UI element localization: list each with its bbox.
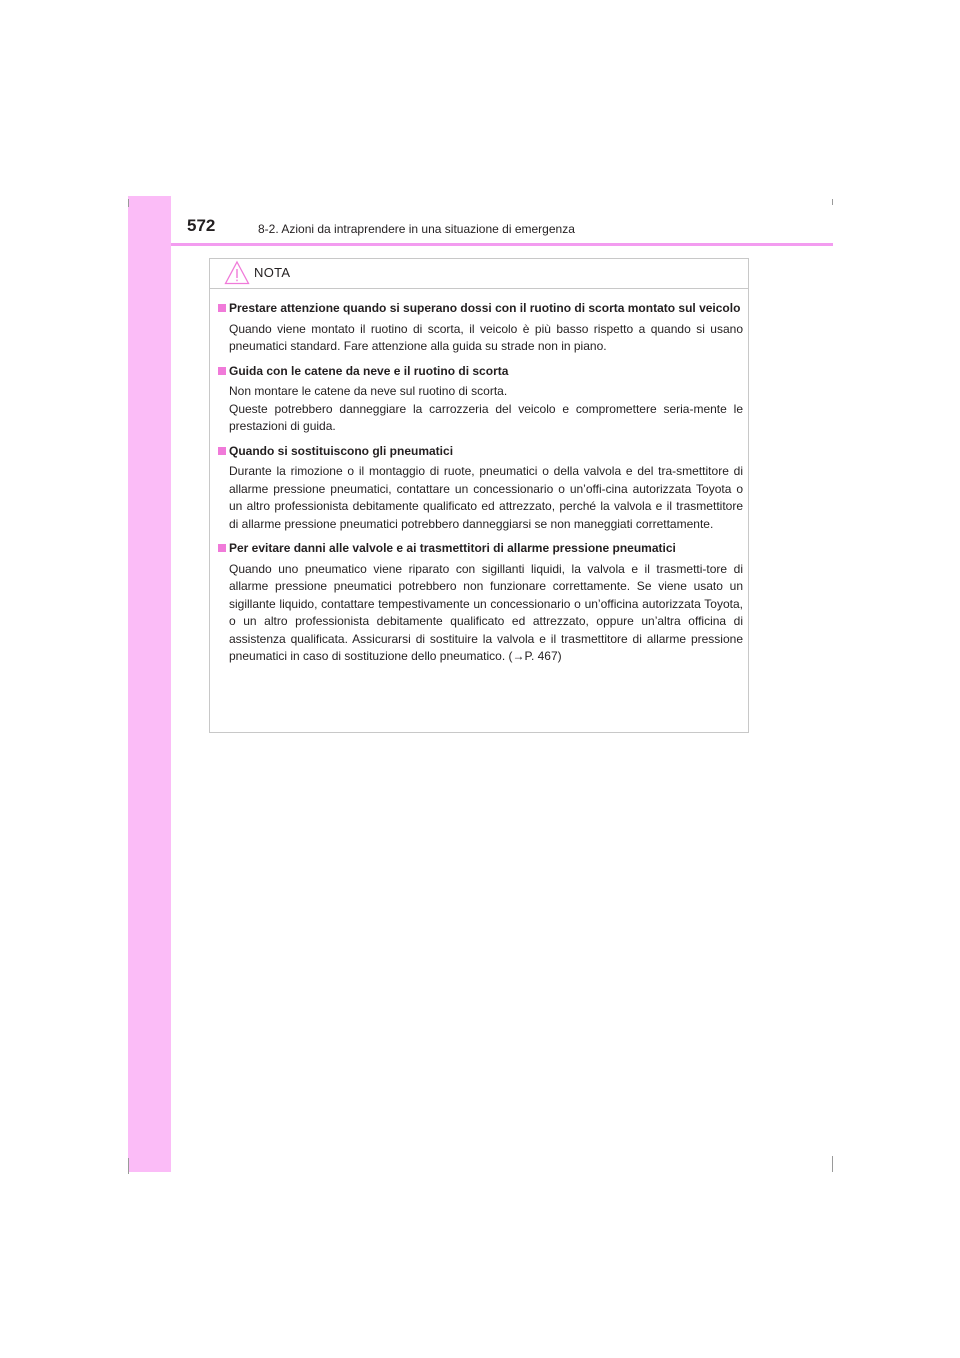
warning-triangle-icon xyxy=(224,260,250,286)
notice-box xyxy=(209,258,749,733)
square-bullet-icon xyxy=(218,544,226,552)
header-rule xyxy=(171,243,833,246)
paragraph: Quando viene montato il ruotino di scorta, il veicolo è più basso rispetto a quando si usano pneumatici standard. Fare attenzione alla guida su strade non in piano. xyxy=(229,321,743,353)
notice-item xyxy=(218,540,743,666)
notice-item-title: Prestare attenzione quando si superano dossi con il ruotino di scorta montato sul veicolo xyxy=(218,300,743,318)
crop-mark-top-left xyxy=(128,199,129,207)
notice-item xyxy=(218,443,743,534)
notice-item xyxy=(218,363,743,436)
section-title: 8-2. Azioni da intraprendere in una situazione di emergenza xyxy=(258,222,575,236)
square-bullet-icon xyxy=(218,447,226,455)
paragraph: Durante la rimozione o il montaggio di ruote, pneumatici o della valvola e del tra-smettitore di allarme pressione pneumatici, contattare un concessionario o un’offi-cina autorizzata Toyota o un altro professionista debitamente qualificato ed attrezzato, perché la valvola e il trasmettitore di allarme pressione pneumatici potrebbero danneggiarsi se non maneggiati correttamente. xyxy=(229,464,743,531)
notice-label: NOTA xyxy=(254,265,291,280)
crop-mark-bottom-right xyxy=(832,1156,833,1172)
page-header xyxy=(187,214,832,246)
notice-item-text xyxy=(218,383,743,436)
notice-item xyxy=(218,300,743,356)
paragraph: Non montare le catene da neve sul ruotino di scorta. xyxy=(229,384,508,398)
page-number: 572 xyxy=(187,216,216,235)
paragraph: Quando uno pneumatico viene riparato con sigillanti liquidi, la valvola e il trasmetti-tore di allarme pressione pneumatici potrebbero non funzionare correttamente. Se viene usato un sigillante liquido, contattare tempestivamente un concessionario o un’officina autorizzata Toyota, o un altro professionista debitamente qualificato ed attrezzato, oppure un’altra officina di assistenza qualificata. Assicurarsi di sostituire la valvola e il trasmettitore di allarme pressione pneumatici in caso di sostituzione dello pneumatico. (→P. 467) xyxy=(229,561,743,663)
side-color-band xyxy=(128,196,171,1172)
notice-item-text xyxy=(218,561,743,666)
notice-item-title: Quando si sostituiscono gli pneumatici xyxy=(218,443,743,461)
notice-item-title: Per evitare danni alle valvole e ai trasmettitori di allarme pressione pneumatici xyxy=(218,540,743,558)
notice-item-text xyxy=(218,321,743,356)
crop-mark-top-right xyxy=(832,199,833,205)
paragraph: Queste potrebbero danneggiare la carrozzeria del veicolo e compromettere seria-mente le prestazioni di guida. xyxy=(229,401,743,433)
square-bullet-icon xyxy=(218,304,226,312)
square-bullet-icon xyxy=(218,367,226,375)
crop-mark-bottom-left xyxy=(128,1158,129,1174)
notice-header xyxy=(210,259,748,289)
notice-item-title: Guida con le catene da neve e il ruotino di scorta xyxy=(218,363,743,381)
notice-body xyxy=(218,300,743,673)
notice-item-text xyxy=(218,463,743,533)
